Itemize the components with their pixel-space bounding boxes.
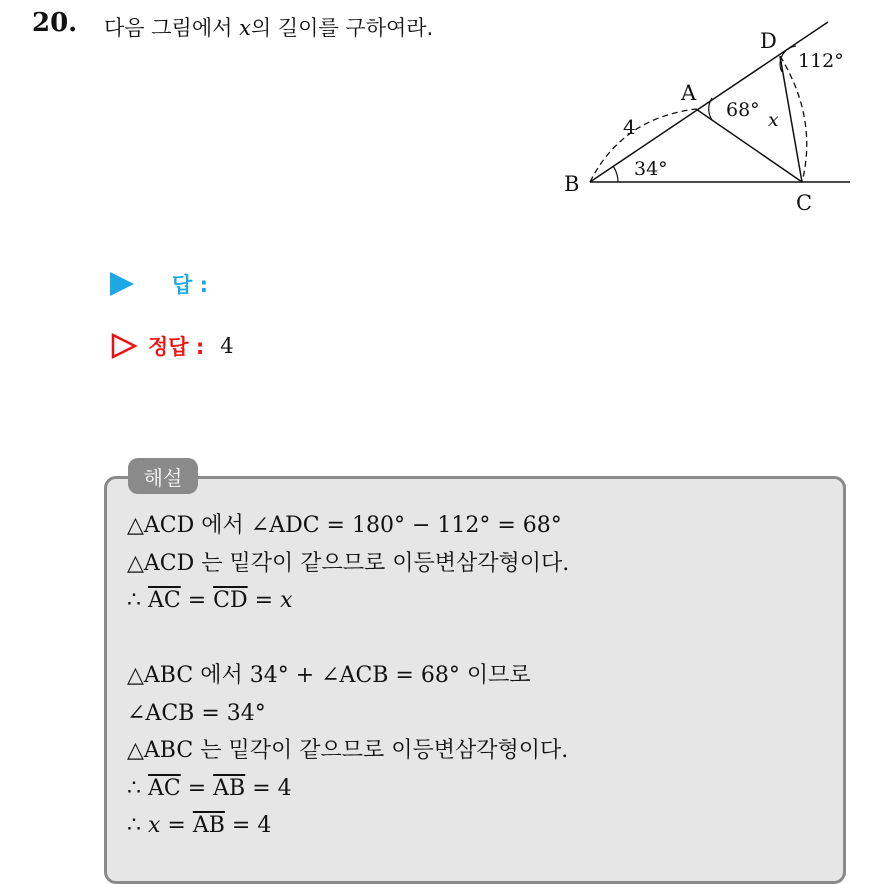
- explanation-tag: 해설: [128, 458, 198, 494]
- label-C: C: [796, 191, 813, 215]
- play-arrow-icon: [110, 272, 134, 296]
- explanation-spacer: [127, 620, 569, 658]
- angle-arc-B: [613, 166, 618, 182]
- question-variable: x: [239, 16, 251, 40]
- solution-row: [110, 330, 234, 362]
- answer-row: [110, 268, 208, 300]
- outline-arrow-icon: [110, 332, 138, 360]
- answer-label: 답 :: [172, 273, 208, 297]
- explanation-line-7: △ABC 는 밑각이 같으므로 이등변삼각형이다.: [127, 738, 569, 763]
- triangle-figure: [560, 18, 860, 218]
- label-A: A: [681, 81, 697, 105]
- explanation-line-3: ∴ $\overline{AC} = \overline{CD} = x$: [127, 588, 293, 613]
- explanation-line-6: ∠ACB = 34°: [127, 700, 266, 726]
- explanation-lines: [127, 507, 569, 845]
- explanation-line-1: △ACD 에서 ∠ADC = 180° − 112° = 68°: [127, 513, 562, 538]
- label-angle-B: 34°: [634, 158, 668, 180]
- question-text: 다음 그림에서 x의 길이를 구하여라.: [104, 16, 434, 40]
- explanation-line-5: △ABC 에서 34° + ∠ACB = 68° 이므로: [127, 663, 531, 688]
- label-side-length: 4: [623, 115, 636, 139]
- label-angle-D: 112°: [798, 50, 844, 72]
- line-BD: [590, 22, 828, 182]
- label-B: B: [564, 172, 580, 196]
- explanation-box: [104, 476, 846, 884]
- label-D: D: [760, 29, 777, 53]
- explanation-line-2: △ACD 는 밑각이 같으므로 이등변삼각형이다.: [127, 550, 570, 576]
- question-number: 20.: [32, 8, 78, 38]
- label-side-x: x: [768, 109, 779, 131]
- label-angle-A: 68°: [726, 99, 760, 121]
- explanation-line-9: ∴ $x = \overline{AB} = 4$: [127, 813, 272, 838]
- solution-value: 4: [220, 334, 234, 358]
- explanation-line-8: ∴ $\overline{AC} = \overline{AB} = 4$: [127, 775, 292, 801]
- solution-label: 정답 :: [148, 335, 205, 359]
